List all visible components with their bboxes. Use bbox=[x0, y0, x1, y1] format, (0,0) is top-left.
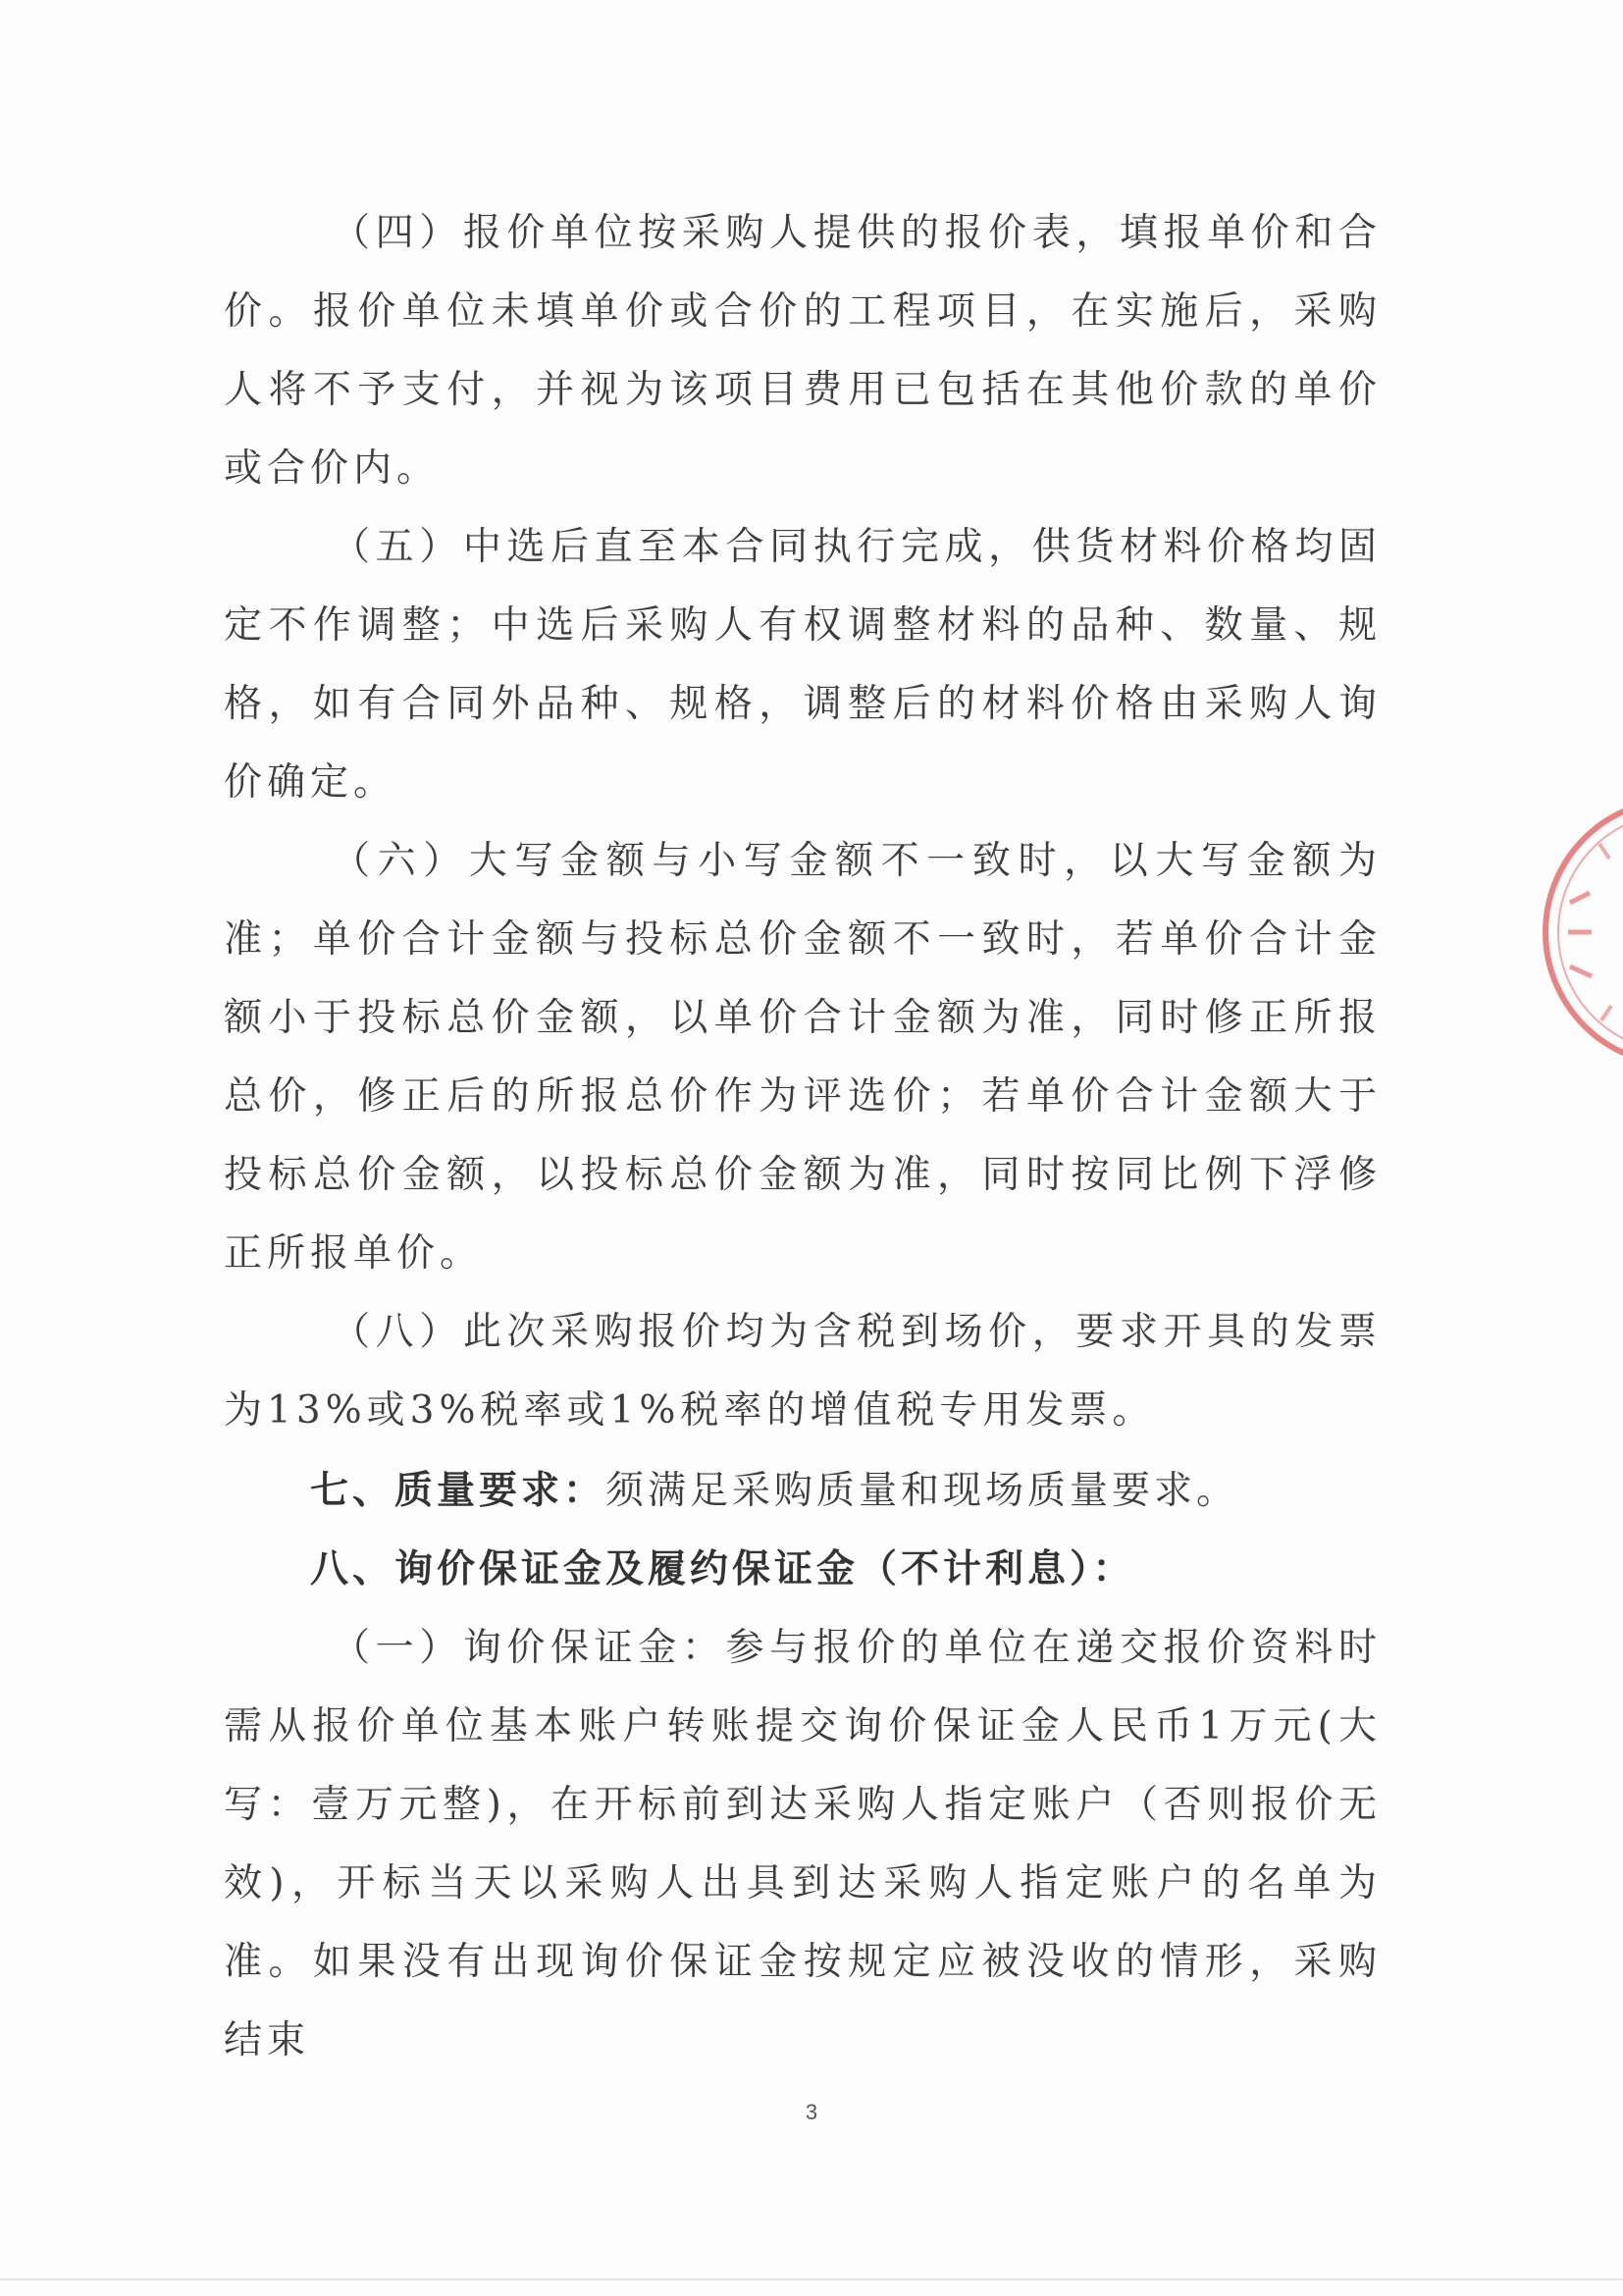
paragraph-8: （八）此次采购报价均为含税到场价，要求开具的发票为13%或3%税率或1%税率的增值税专用发票。 bbox=[224, 1310, 1382, 1433]
section-7-title: 七、质量要求： bbox=[310, 1469, 606, 1513]
section-8-title: 八、询价保证金及履约保证金（不计利息）： bbox=[310, 1547, 1135, 1592]
paragraph-8-1: （一）询价保证金：参与报价的单位在递交报价资料时需从报价单位基本账户转账提交询价保证金人民币1万元(大写：壹万元整)，在开标前到达采购人指定账户（否则报价无效)，开标当天以采购人出具到达采购人指定账户的名单为准。如果没有出现询价保证金按规定应被没收的情形，采购结束 bbox=[224, 1626, 1382, 2062]
paragraph-6: （六）大写金额与小写金额不一致时，以大写金额为准；单价合计金额与投标总价金额不一致时，若单价合计金额小于投标总价金额，以单价合计金额为准，同时修正所报总价，修正后的所报总价作为评选价；若单价合计金额大于投标总价金额，以投标总价金额为准，同时按同比例下浮修正所报单价。 bbox=[224, 839, 1382, 1276]
page-number: 3 bbox=[805, 2100, 818, 2124]
red-seal-stamp-icon bbox=[1531, 785, 1623, 1079]
bottom-divider bbox=[0, 2278, 1623, 2280]
section-7-body: 须满足采购质量和现场质量要求。 bbox=[605, 1469, 1239, 1513]
paragraph-4: （四）报价单位按采购人提供的报价表，填报单价和合价。报价单位未填单价或合价的工程项目，在实施后，采购人将不予支付，并视为该项目费用已包括在其他价款的单价或合价内。 bbox=[224, 211, 1382, 491]
section-8-heading bbox=[224, 1531, 1382, 1609]
paragraph-5: （五）中选后直至本合同执行完成，供货材料价格均固定不作调整；中选后采购人有权调整材料的品种、数量、规格，如有合同外品种、规格，调整后的材料价格由采购人询价确定。 bbox=[224, 525, 1382, 805]
section-7-heading bbox=[224, 1452, 1382, 1531]
